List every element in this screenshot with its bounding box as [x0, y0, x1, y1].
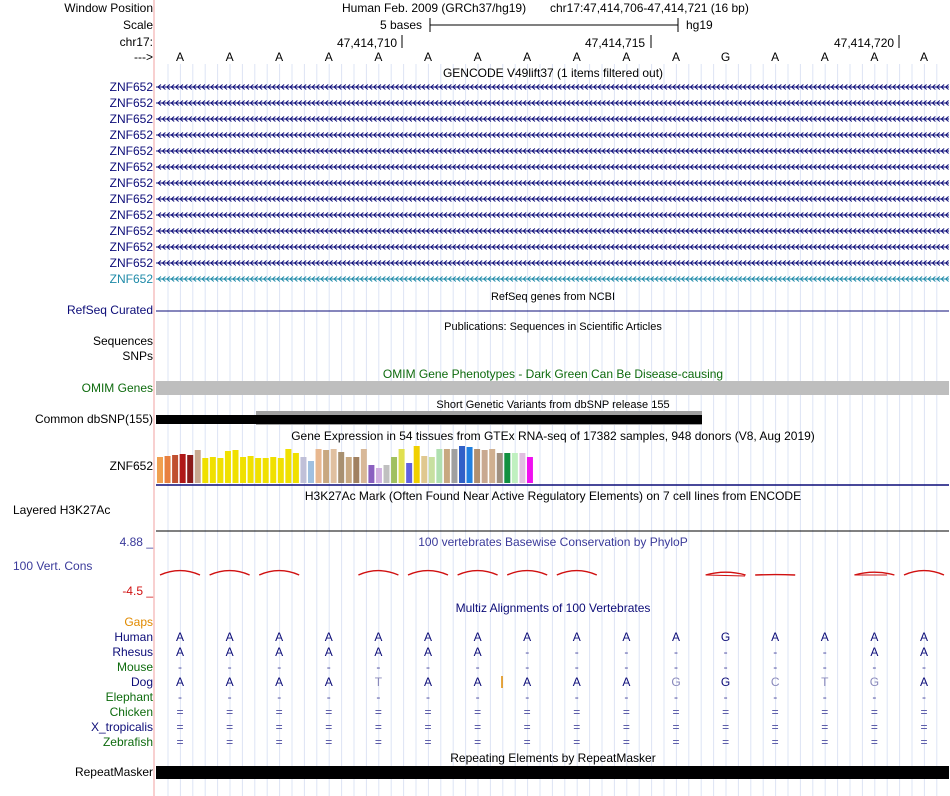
alignment-base: =	[275, 720, 283, 734]
gtex-bar	[187, 455, 193, 483]
alignment-base: -	[574, 690, 579, 704]
gtex-bar	[195, 450, 201, 483]
alignment-base: =	[275, 705, 283, 719]
reference-base: A	[523, 50, 532, 64]
cons-ymax: 4.88 _	[119, 535, 153, 549]
alignment-base: T	[821, 675, 829, 689]
gtex-bar	[293, 453, 299, 483]
gtex-bar	[482, 450, 488, 483]
gtex-bar	[346, 457, 352, 483]
alignment-base: -	[674, 660, 678, 674]
alignment-base: -	[723, 645, 728, 659]
alignment-base: -	[178, 660, 182, 674]
alignment-base: =	[771, 720, 779, 734]
alignment-base: =	[523, 705, 531, 719]
alignment-base: -	[624, 690, 629, 704]
alignment-base: -	[822, 660, 827, 674]
species-label[interactable]: Human	[114, 630, 153, 644]
alignment-base: =	[275, 735, 283, 749]
reference-base: A	[820, 50, 829, 64]
alignment-base: -	[376, 690, 381, 704]
alignment-base: =	[821, 720, 829, 734]
alignment-base: A	[771, 630, 780, 644]
species-label[interactable]: Chicken	[109, 705, 153, 719]
alignment-base: =	[573, 735, 581, 749]
gtex-bar	[157, 457, 163, 483]
alignment-base: =	[722, 720, 730, 734]
gencode-gene-label[interactable]: ZNF652	[109, 224, 153, 238]
alignment-base: -	[227, 690, 232, 704]
gencode-gene-label[interactable]: ZNF652	[109, 144, 153, 158]
scale-db: hg19	[686, 18, 713, 32]
alignment-base: =	[722, 735, 730, 749]
alignment-base: G	[671, 675, 681, 689]
gtex-bar	[429, 457, 435, 483]
rmsk-label[interactable]: RepeatMasker	[74, 765, 153, 779]
gtex-bar	[308, 461, 314, 483]
gtex-bar	[399, 449, 405, 483]
alignment-base: A	[622, 675, 631, 689]
omim-label[interactable]: OMIM Genes	[81, 381, 153, 395]
gencode-gene-label[interactable]: ZNF652	[109, 176, 153, 190]
refseq-title: RefSeq genes from NCBI	[490, 291, 616, 303]
alignment-base: -	[624, 645, 629, 659]
reference-base: A	[324, 50, 333, 64]
gtex-bar	[361, 449, 367, 483]
alignment-base: A	[523, 675, 532, 689]
alignment-base: =	[672, 720, 680, 734]
alignment-base: A	[374, 630, 383, 644]
reference-base: A	[771, 50, 780, 64]
alignment-base: -	[822, 690, 827, 704]
alignment-base: C	[770, 675, 780, 689]
alignment-base: -	[822, 645, 827, 659]
alignment-base: A	[175, 630, 184, 644]
alignment-base: =	[870, 705, 878, 719]
alignment-base: A	[225, 630, 234, 644]
gencode-gene-label[interactable]: ZNF652	[109, 128, 153, 142]
rmsk-title: Repeating Elements by RepeatMasker	[450, 751, 656, 765]
alignment-base: =	[424, 705, 432, 719]
alignment-base: =	[374, 720, 382, 734]
alignment-base: =	[821, 735, 829, 749]
gtex-bar	[512, 453, 518, 483]
h3k27ac-label[interactable]: Layered H3K27Ac	[13, 503, 111, 517]
alignment-base: -	[475, 660, 480, 674]
alignment-base: =	[424, 735, 432, 749]
dbsnp-bar	[156, 415, 702, 424]
alignment-base: =	[821, 705, 829, 719]
gtex-bar	[519, 453, 525, 483]
alignment-base: -	[674, 645, 678, 659]
alignment-base: =	[424, 720, 432, 734]
gtex-bar	[278, 458, 284, 483]
gencode-gene-label[interactable]: ZNF652	[109, 272, 153, 286]
alignment-base: =	[920, 705, 928, 719]
gtex-bar	[180, 454, 186, 483]
gencode-gene-label[interactable]: ZNF652	[109, 80, 153, 94]
gtex-bar	[414, 446, 420, 483]
repeatmasker-bar	[156, 766, 949, 779]
gtex-bar	[210, 457, 216, 483]
alignment-base: A	[324, 630, 333, 644]
gtex-bar	[504, 453, 510, 483]
alignment-base: -	[376, 660, 381, 674]
reference-base: A	[572, 50, 581, 64]
alignment-base: -	[326, 690, 331, 704]
gtex-bar	[384, 465, 390, 483]
gencode-gene-label[interactable]: ZNF652	[109, 192, 153, 206]
alignment-base: A	[423, 645, 432, 659]
cons-label[interactable]: 100 Vert. Cons	[13, 559, 93, 573]
alignment-base: A	[175, 675, 184, 689]
alignment-base: A	[919, 675, 928, 689]
alignment-base: -	[723, 690, 728, 704]
omim-title: OMIM Gene Phenotypes - Dark Green Can Be Disease-causing	[382, 367, 724, 381]
pubs-snps-label[interactable]: SNPs	[122, 349, 153, 363]
gtex-bar	[338, 452, 344, 483]
cons-wiggle	[706, 575, 745, 576]
alignment-base: A	[275, 630, 284, 644]
alignment-base: -	[723, 660, 728, 674]
gtex-bar	[391, 457, 397, 483]
gtex-bar	[497, 453, 503, 483]
reference-base: A	[671, 50, 680, 64]
gencode-gene-label[interactable]: ZNF652	[109, 112, 153, 126]
alignment-base: A	[225, 675, 234, 689]
cons-title: 100 vertebrates Basewise Conservation by PhyloP	[418, 535, 688, 549]
alignment-base: A	[275, 645, 284, 659]
alignment-base: =	[176, 735, 184, 749]
alignment-base: =	[722, 705, 730, 719]
gtex-bar	[331, 449, 337, 483]
alignment-base: -	[326, 660, 331, 674]
alignment-base: G	[720, 630, 731, 644]
reference-base: A	[275, 50, 284, 64]
alignment-base: -	[773, 690, 778, 704]
alignment-base: -	[426, 690, 430, 704]
alignment-base: -	[574, 645, 579, 659]
gtex-bar	[233, 450, 239, 483]
window-position-label: Window Position	[64, 1, 153, 15]
gencode-gene-label[interactable]: ZNF652	[109, 208, 153, 222]
scale-label: Scale	[122, 18, 153, 32]
gtex-bar	[421, 456, 427, 483]
alignment-base: -	[475, 690, 480, 704]
gtex-bar	[353, 457, 359, 483]
alignment-base: T	[374, 675, 383, 689]
strand-label: --->	[134, 50, 153, 64]
alignment-base: A	[671, 630, 680, 644]
gtex-bar	[406, 463, 412, 483]
gtex-bar	[255, 458, 261, 483]
species-label[interactable]: Mouse	[116, 660, 153, 674]
alignment-base: =	[672, 705, 680, 719]
alignment-base: =	[672, 735, 680, 749]
alignment-base: =	[374, 705, 382, 719]
alignment-base: A	[473, 675, 482, 689]
alignment-base: -	[872, 660, 877, 674]
alignment-base: -	[525, 660, 530, 674]
species-label[interactable]: Rhesus	[112, 645, 153, 659]
species-label[interactable]: Zebrafish	[102, 735, 153, 749]
alignment-base: A	[275, 675, 284, 689]
gtex-bar	[323, 450, 329, 483]
ruler-tick-label: 47,414,710	[337, 36, 398, 50]
refseq-label[interactable]: RefSeq Curated	[66, 303, 153, 317]
alignment-base: -	[277, 690, 282, 704]
gencode-gene-label[interactable]: ZNF652	[109, 256, 153, 270]
alignment-base: =	[920, 735, 928, 749]
alignment-base: -	[277, 660, 282, 674]
alignment-base: A	[919, 630, 928, 644]
reference-base: A	[175, 50, 184, 64]
alignment-base: A	[225, 645, 234, 659]
gtex-bar	[451, 449, 457, 483]
gtex-bar	[368, 465, 374, 483]
gtex-bar	[376, 468, 382, 483]
gtex-bar	[263, 458, 269, 483]
gtex-bar	[165, 456, 171, 483]
reference-base: A	[622, 50, 631, 64]
alignment-base: A	[919, 645, 928, 659]
gencode-title[interactable]: GENCODE V49lift37 (1 items filtered out)	[442, 66, 664, 80]
pubs-title: Publications: Sequences in Scientific Articles	[444, 321, 662, 333]
alignment-base: A	[324, 645, 333, 659]
reference-base: A	[919, 50, 928, 64]
alignment-base: -	[922, 690, 926, 704]
alignment-base: =	[573, 705, 581, 719]
reference-base: A	[473, 50, 482, 64]
alignment-base: =	[622, 735, 630, 749]
gtex-bar	[316, 449, 322, 483]
gtex-bar	[459, 446, 465, 483]
gtex-bar	[217, 458, 223, 483]
alignment-base: G	[869, 675, 880, 689]
alignment-base: =	[870, 720, 878, 734]
dbsnp-label[interactable]: Common dbSNP(155)	[34, 412, 153, 426]
gtex-bar	[202, 458, 208, 483]
gtex-label[interactable]: ZNF652	[109, 459, 153, 473]
gencode-gene-label[interactable]: ZNF652	[109, 240, 153, 254]
alignment-base: =	[771, 735, 779, 749]
reference-base: A	[870, 50, 879, 64]
reference-base: A	[225, 50, 234, 64]
ruler-tick-label: 47,414,715	[585, 36, 646, 50]
alignment-base: A	[423, 630, 432, 644]
alignment-base: A	[473, 630, 482, 644]
alignment-base: A	[473, 645, 482, 659]
alignment-base: =	[870, 735, 878, 749]
alignment-base: =	[474, 705, 482, 719]
alignment-base: -	[574, 660, 579, 674]
alignment-base: A	[622, 630, 631, 644]
alignment-base: =	[325, 720, 333, 734]
ruler-tick-label: 47,414,720	[834, 36, 895, 50]
alignment-base: -	[773, 645, 778, 659]
alignment-base: -	[525, 690, 530, 704]
alignment-base: A	[523, 630, 532, 644]
gencode-gene-label[interactable]: ZNF652	[109, 160, 153, 174]
gtex-bar	[225, 451, 231, 483]
position-range: chr17:47,414,706-47,414,721 (16 bp)	[550, 1, 749, 15]
alignment-base: A	[374, 645, 383, 659]
reference-base: A	[423, 50, 432, 64]
alignment-base: =	[226, 705, 234, 719]
cons-ymin: -4.5 _	[122, 584, 153, 598]
alignment-base: A	[820, 630, 829, 644]
alignment-base: -	[178, 690, 182, 704]
alignment-base: G	[720, 675, 731, 689]
species-label[interactable]: X_tropicalis	[90, 720, 153, 734]
alignment-base: A	[572, 675, 581, 689]
gtex-bar	[270, 457, 276, 483]
alignment-base: =	[771, 705, 779, 719]
alignment-base: A	[175, 645, 184, 659]
gtex-title: Gene Expression in 54 tissues from GTEx RNA-seq of 17382 samples, 948 donors (V8, Aug 2019)	[291, 429, 815, 443]
alignment-base: =	[325, 705, 333, 719]
gtex-bar	[172, 455, 178, 483]
gtex-bar	[527, 457, 533, 483]
alignment-base: -	[624, 660, 629, 674]
reference-base: A	[374, 50, 383, 64]
alignment-base: -	[674, 690, 678, 704]
gtex-bar	[474, 449, 480, 483]
alignment-base: =	[176, 705, 184, 719]
alignment-base: =	[920, 720, 928, 734]
gtex-bar	[489, 449, 495, 483]
alignment-base: -	[227, 660, 232, 674]
alignment-base: -	[426, 660, 430, 674]
gtex-bar	[300, 457, 306, 483]
alignment-base: -	[525, 645, 530, 659]
alignment-base: =	[325, 735, 333, 749]
alignment-base: A	[870, 630, 879, 644]
species-label[interactable]: Dog	[130, 675, 153, 689]
alignment-base: =	[573, 720, 581, 734]
alignment-base: =	[226, 735, 234, 749]
reference-base: G	[720, 50, 731, 64]
alignment-base: -	[922, 660, 926, 674]
omim-bar	[156, 381, 949, 395]
gtex-bar	[285, 449, 291, 483]
alignment-base: A	[324, 675, 333, 689]
gtex-bar	[240, 457, 246, 483]
alignment-base: -	[773, 660, 778, 674]
alignment-base: =	[176, 720, 184, 734]
chrom-label: chr17:	[119, 35, 153, 49]
species-label[interactable]: Elephant	[105, 690, 153, 704]
gaps-label[interactable]: Gaps	[124, 615, 153, 629]
gencode-gene-label[interactable]: ZNF652	[109, 96, 153, 110]
h3k27ac-title: H3K27Ac Mark (Often Found Near Active Regulatory Elements) on 7 cell lines from ENCODE	[304, 489, 802, 503]
assembly-title: Human Feb. 2009 (GRCh37/hg19)	[342, 1, 527, 15]
alignment-base: =	[622, 720, 630, 734]
gtex-bar	[436, 449, 442, 483]
alignment-base: =	[523, 720, 531, 734]
alignment-base: =	[474, 735, 482, 749]
gtex-bar	[467, 447, 473, 483]
alignment-base: =	[226, 720, 234, 734]
alignment-base: =	[523, 735, 531, 749]
alignment-base: -	[872, 690, 877, 704]
gtex-bar	[444, 449, 450, 483]
alignment-base: =	[474, 720, 482, 734]
alignment-base: =	[622, 705, 630, 719]
dbsnp-title: Short Genetic Variants from dbSNP release 155	[436, 399, 670, 411]
scale-text: 5 bases	[380, 18, 423, 32]
alignment-base: A	[870, 645, 879, 659]
alignment-base: A	[423, 675, 432, 689]
alignment-base: =	[374, 735, 382, 749]
pubs-sequences-label[interactable]: Sequences	[92, 334, 153, 348]
gtex-bar	[248, 456, 254, 483]
multiz-title: Multiz Alignments of 100 Vertebrates	[455, 601, 651, 615]
alignment-base: A	[572, 630, 581, 644]
